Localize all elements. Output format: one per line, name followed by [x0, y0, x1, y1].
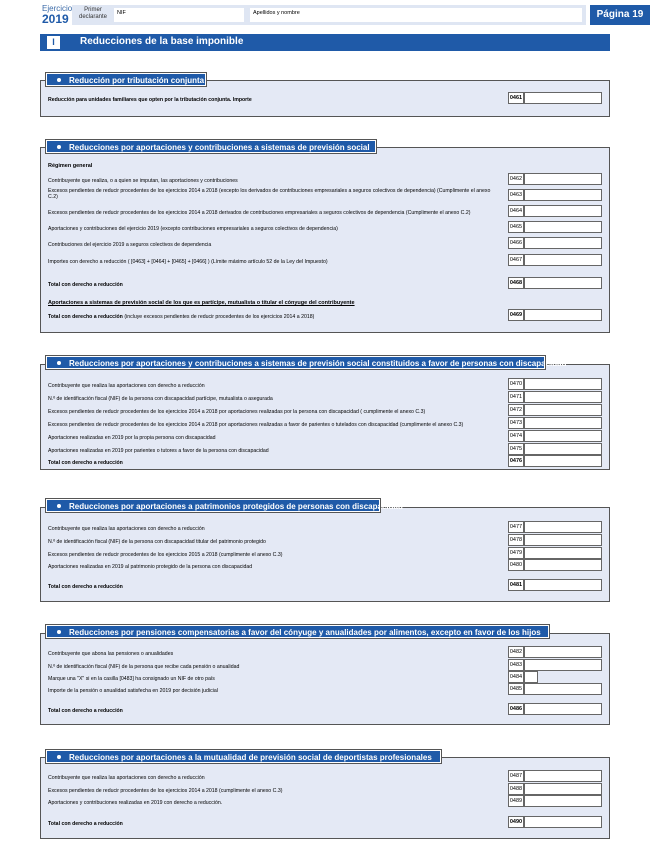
- row-label: N.º de identificación fiscal (NIF) de la persona con discapacidad titular del patrimonio protegido: [48, 539, 266, 545]
- section-title-prevision-social: Reducciones por aportaciones y contribuciones a sistemas de previsión social: [46, 140, 376, 153]
- field-code: 0490: [508, 816, 524, 828]
- amount-input[interactable]: [524, 92, 602, 104]
- row-label: Total con derecho a reducción: [48, 708, 123, 714]
- section-title-patrimonios: Reducciones por aportaciones a patrimonios protegidos de personas con discapacidad: [46, 499, 380, 512]
- amount-input[interactable]: [524, 277, 602, 289]
- amount-input[interactable]: [524, 521, 602, 533]
- field-code: 0475: [508, 443, 524, 455]
- field-code: 0484: [508, 671, 524, 683]
- field-code: 0469: [508, 309, 524, 321]
- form-row: [48, 659, 602, 671]
- amount-input[interactable]: [524, 430, 602, 442]
- amount-input[interactable]: [524, 783, 602, 795]
- field-code: 0473: [508, 417, 524, 429]
- row-label: Total con derecho a reducción: [48, 282, 123, 288]
- row-label: Contribuyente que realiza, o a quien se imputan, las aportaciones y contribuciones: [48, 178, 238, 184]
- form-row: [48, 783, 602, 795]
- form-row: [48, 795, 602, 807]
- amount-input[interactable]: [524, 205, 602, 217]
- form-row-total: [48, 277, 602, 289]
- form-row: [48, 671, 602, 683]
- conyuge-heading: Aportaciones a sistemas de previsión social de los que es partícipe, mutualista o titular el cónyuge del contribuyente: [48, 300, 355, 306]
- amount-input[interactable]: [524, 378, 602, 390]
- row-label: N.º de identificación fiscal (NIF) de la persona que recibe cada pensión o anualidad: [48, 664, 240, 670]
- field-code: 0478: [508, 534, 524, 546]
- section-title-tributacion-conjunta: Reducción por tributación conjunta: [46, 73, 206, 86]
- field-code: 0463: [508, 189, 524, 201]
- field-code: 0465: [508, 221, 524, 233]
- amount-input[interactable]: [524, 646, 602, 658]
- amount-input[interactable]: [524, 579, 602, 591]
- form-row: [48, 92, 602, 104]
- row-label: Aportaciones realizadas en 2019 por la propia persona con discapacidad: [48, 435, 216, 441]
- form-row: [48, 417, 602, 429]
- form-row: [48, 443, 602, 455]
- row-label: Total con derecho a reducción: [48, 584, 123, 590]
- conyuge-total-note: (incluye excesos pendientes de reducir procedentes de los ejercicios 2014 a 2018): [124, 314, 315, 320]
- row-label: Total con derecho a reducción: [48, 460, 123, 466]
- row-label: Excesos pendientes de reducir procedentes de los ejercicios 2014 a 2018 derivados de contribuciones empresariales a seguros colectivos de dependencia (Cumplimente el anexo C.2): [48, 210, 471, 216]
- row-label: Aportaciones y contribuciones del ejercicio 2019 (excepto contribuciones empresariales a seguros colectivos de dependencia): [48, 226, 338, 232]
- amount-input[interactable]: [524, 404, 602, 416]
- field-code: 0471: [508, 391, 524, 403]
- row-label: Excesos pendientes de reducir procedentes de los ejercicios 2015 a 2018 (cumplimente el anexo C.3): [48, 552, 283, 558]
- form-row: [48, 430, 602, 442]
- form-row: [48, 521, 602, 533]
- row-label: [48, 314, 500, 320]
- row-label: Contribuyente que abona las pensiones o anualidades: [48, 651, 174, 657]
- regimen-general-heading: Régimen general: [48, 163, 93, 169]
- amount-input[interactable]: [524, 559, 602, 571]
- header: [40, 4, 644, 26]
- row-label: Contribuciones del ejercicio 2019 a seguros colectivos de dependencia: [48, 242, 212, 248]
- form-row: [48, 646, 602, 658]
- form-row-total: [48, 309, 602, 321]
- form-row: [48, 237, 602, 249]
- row-label: Importes con derecho a reducción ( [0463] + [0464] + [0465] + [0466] ) (Límite máximo artículo 52 de la Ley del Impuesto): [48, 259, 328, 265]
- field-code: 0483: [508, 659, 524, 671]
- checkbox-input[interactable]: [524, 671, 538, 683]
- row-label: Excesos pendientes de reducir procedentes de los ejercicios 2014 a 2018 por aportaciones realizadas por la persona con discapacidad ( cumplimente el anexo C.3): [48, 409, 426, 415]
- field-code: 0480: [508, 559, 524, 571]
- amount-input[interactable]: [524, 534, 602, 546]
- amount-input[interactable]: [524, 547, 602, 559]
- field-code: 0462: [508, 173, 524, 185]
- field-code: 0461: [508, 92, 524, 104]
- form-row: [48, 534, 602, 546]
- amount-input[interactable]: [524, 237, 602, 249]
- row-label: Excesos pendientes de reducir procedentes de los ejercicios 2014 a 2018 por aportaciones realizadas a favor de parientes o tutelados con discapacidad (cumplimente el anexo C.3): [48, 422, 464, 428]
- row-label: Total con derecho a reducción: [48, 821, 123, 827]
- row-label: Importe de la pensión o anualidad satisfecha en 2019 por decisión judicial: [48, 688, 218, 694]
- field-code: 0481: [508, 579, 524, 591]
- row-label: Aportaciones y contribuciones realizadas en 2019 con derecho a reducción.: [48, 800, 223, 806]
- amount-input[interactable]: [524, 795, 602, 807]
- section-title-pensiones: Reducciones por pensiones compensatorias a favor del cónyuge y anualidades por alimentos, excepto en favor de los hijos: [46, 625, 549, 638]
- ejercicio-label: Ejercicio: [42, 4, 73, 13]
- form-row: [48, 254, 602, 266]
- form-row: [48, 205, 602, 217]
- amount-input[interactable]: [524, 417, 602, 429]
- row-label: Marque una "X" si en la casilla [0483] ha consignado un NIF de otro país: [48, 676, 215, 682]
- form-row: [48, 189, 602, 201]
- amount-input[interactable]: [524, 455, 602, 467]
- amount-input[interactable]: [524, 391, 602, 403]
- apellidos-field[interactable]: Apellidos y nombre: [250, 8, 582, 22]
- form-row: [48, 404, 602, 416]
- field-code: 0486: [508, 703, 524, 715]
- field-code: 0470: [508, 378, 524, 390]
- declarante-label: Primer declarante: [78, 7, 108, 20]
- amount-input[interactable]: [524, 221, 602, 233]
- field-code: 0488: [508, 783, 524, 795]
- field-code: 0472: [508, 404, 524, 416]
- field-code: 0489: [508, 795, 524, 807]
- amount-input[interactable]: [524, 703, 602, 715]
- amount-input[interactable]: [524, 309, 602, 321]
- section-number: I: [47, 36, 60, 49]
- section-title: Reducciones de la base imponible: [80, 36, 244, 47]
- row-label: Contribuyente que realiza las aportaciones con derecho a reducción: [48, 775, 205, 781]
- form-row: [48, 683, 602, 695]
- form-row-total: [48, 703, 602, 715]
- field-code: 0476: [508, 455, 524, 467]
- row-label: Contribuyente que realiza las aportaciones con derecho a reducción: [48, 383, 205, 389]
- conyuge-total-label: Total con derecho a reducción: [48, 314, 123, 320]
- amount-input[interactable]: [524, 770, 602, 782]
- form-row: [48, 221, 602, 233]
- section-title-deportistas: Reducciones por aportaciones a la mutualidad de previsión social de deportistas profesionales: [46, 750, 441, 763]
- page-number: Página 19: [590, 5, 650, 25]
- field-code: 0474: [508, 430, 524, 442]
- row-label: Aportaciones realizadas en 2019 por parientes o tutores a favor de la persona con discapacidad: [48, 448, 269, 454]
- field-code: 0477: [508, 521, 524, 533]
- declarante-box: [72, 5, 586, 25]
- amount-input[interactable]: [524, 443, 602, 455]
- field-code: 0466: [508, 237, 524, 249]
- field-code: 0479: [508, 547, 524, 559]
- section-title-discapacidad: Reducciones por aportaciones y contribuciones a sistemas de previsión social constituidos a favor de personas con discapacidad: [46, 356, 545, 369]
- field-code: 0487: [508, 770, 524, 782]
- field-code: 0467: [508, 254, 524, 266]
- amount-input[interactable]: [524, 659, 602, 671]
- row-label: Contribuyente que realiza las aportaciones con derecho a reducción: [48, 526, 205, 532]
- amount-input[interactable]: [524, 683, 602, 695]
- form-row-total: [48, 579, 602, 591]
- row-label: Excesos pendientes de reducir procedentes de los ejercicios 2014 a 2018 (excepto los derivados de contribuciones empresariales a seguros colectivos de dependencia) (Cumplimente el anexo C.2): [48, 188, 491, 200]
- field-code: 0464: [508, 205, 524, 217]
- form-row: [48, 173, 602, 185]
- form-row: [48, 770, 602, 782]
- section-band: [40, 34, 610, 51]
- ejercicio-year: 2019: [42, 12, 69, 26]
- form-row: [48, 559, 602, 571]
- form-row: [48, 391, 602, 403]
- amount-input[interactable]: [524, 254, 602, 266]
- amount-input[interactable]: [524, 816, 602, 828]
- row-label: Aportaciones realizadas en 2019 al patrimonio protegido de la persona con discapacidad: [48, 564, 253, 570]
- row-label: Reducción para unidades familiares que opten por la tributación conjunta. Importe: [48, 97, 252, 103]
- field-code: 0468: [508, 277, 524, 289]
- row-label: Excesos pendientes de reducir procedentes de los ejercicios 2014 a 2018 (cumplimente el anexo C.3): [48, 788, 283, 794]
- field-code: 0482: [508, 646, 524, 658]
- form-row: [48, 547, 602, 559]
- amount-input[interactable]: [524, 189, 602, 201]
- form-row: [48, 378, 602, 390]
- field-code: 0485: [508, 683, 524, 695]
- amount-input[interactable]: [524, 173, 602, 185]
- row-label: N.º de identificación fiscal (NIF) de la persona con discapacidad partícipe, mutualista o asegurada: [48, 396, 273, 402]
- nif-field[interactable]: NIF: [114, 8, 244, 22]
- form-row-total: [48, 455, 602, 467]
- form-row-total: [48, 816, 602, 828]
